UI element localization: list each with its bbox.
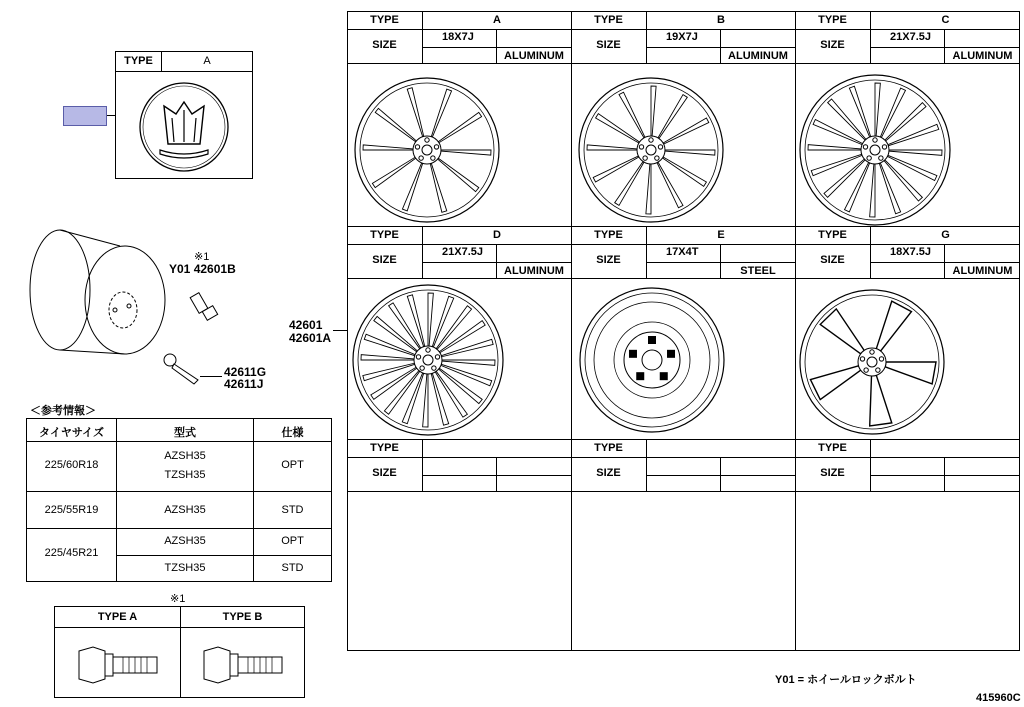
valve-part-1[interactable]: 42611G: [224, 365, 267, 379]
table-row-size: 225/60R18: [44, 459, 99, 471]
emblem-type-header: TYPE: [124, 55, 153, 67]
bolt-type-a-label: TYPE A: [97, 611, 138, 623]
size-value: 21X7.5J: [442, 246, 483, 258]
size-label: SIZE: [372, 467, 397, 479]
size-label: SIZE: [596, 467, 621, 479]
material-value: STEEL: [740, 265, 776, 277]
note-mark-1: ※1: [194, 251, 210, 263]
wheel-part-1[interactable]: 42601: [289, 318, 323, 332]
material-value: ALUMINUM: [504, 50, 564, 62]
size-value: 17X4T: [666, 246, 699, 258]
reference-table: [26, 418, 332, 582]
lock-bolt-callout: [169, 262, 236, 276]
table-row-spec: STD: [281, 562, 304, 574]
wheel-cell: [347, 439, 571, 651]
reference-title: ＜参考情報＞: [30, 405, 96, 417]
size-label: SIZE: [820, 467, 845, 479]
table-row-spec: OPT: [281, 535, 304, 547]
table-row-model: AZSH35: [164, 535, 206, 547]
size-label: SIZE: [372, 254, 397, 266]
type-label: TYPE: [594, 442, 623, 454]
type-value: G: [941, 229, 950, 241]
wheel-multi-spoke-icon: [351, 283, 505, 437]
wheel-cell: [571, 439, 795, 651]
diagram-code: 415960C: [976, 692, 1021, 704]
reference-header-spec: 仕様: [281, 427, 304, 439]
material-value: ALUMINUM: [504, 265, 564, 277]
type-label: TYPE: [818, 442, 847, 454]
table-row-spec: OPT: [281, 459, 304, 471]
size-value: 21X7.5J: [890, 31, 931, 43]
material-value: ALUMINUM: [952, 50, 1013, 62]
type-label: TYPE: [370, 442, 399, 454]
size-label: SIZE: [372, 39, 397, 51]
wheel-5-spoke-icon: [798, 288, 946, 436]
material-value: ALUMINUM: [728, 50, 788, 62]
table-row-model: AZSH35: [164, 504, 206, 516]
size-label: SIZE: [596, 39, 621, 51]
steel-wheel-icon: [578, 286, 726, 434]
size-value: 19X7J: [666, 31, 698, 43]
material-value: ALUMINUM: [952, 265, 1013, 277]
wheel-twin-spoke-icon: [577, 76, 725, 224]
type-value: E: [717, 229, 725, 241]
highlight-callout-box[interactable]: [63, 106, 107, 126]
type-value: D: [493, 229, 501, 241]
bolt-note-mark: ※1: [170, 593, 186, 605]
table-row-model: TZSH35: [164, 469, 206, 481]
type-value: C: [941, 14, 950, 26]
bolt-type-a-icon: [75, 645, 165, 685]
valve-stem-icon: [160, 350, 210, 390]
wheel-cell: [795, 439, 1020, 651]
reference-header-model: 型式: [174, 427, 196, 439]
table-row-size: 225/45R21: [44, 547, 99, 559]
center-cap-emblem-icon: [116, 72, 254, 180]
legend-text: Y01 = ホイールロックボルト: [775, 674, 917, 686]
wheel-multi-spoke-icon: [798, 73, 952, 227]
size-value: 18X7.5J: [890, 246, 931, 258]
tire-illustration: [15, 228, 175, 358]
wheel-part-2[interactable]: 42601A: [289, 331, 332, 345]
bolt-type-b-label: TYPE B: [222, 611, 263, 623]
type-label: TYPE: [370, 229, 399, 241]
type-label: TYPE: [370, 14, 399, 26]
lock-bolt-icon: [188, 288, 228, 328]
emblem-type-value: A: [203, 55, 211, 67]
size-label: SIZE: [596, 254, 621, 266]
reference-header-tire-size: タイヤサイズ: [39, 427, 104, 439]
size-label: SIZE: [820, 39, 845, 51]
table-row-model: TZSH35: [164, 562, 206, 574]
size-label: SIZE: [820, 254, 845, 266]
type-label: TYPE: [594, 14, 623, 26]
type-label: TYPE: [818, 14, 847, 26]
table-row-spec: STD: [281, 504, 304, 516]
table-row-size: 225/55R19: [44, 504, 99, 516]
lock-bolt-code: Y01: [169, 262, 191, 276]
lock-bolt-part[interactable]: 42601B: [193, 262, 236, 276]
valve-part-2[interactable]: 42611J: [224, 377, 264, 391]
size-value: 18X7J: [442, 31, 474, 43]
table-row-model: AZSH35: [164, 450, 206, 462]
wheel-10-spoke-icon: [353, 76, 501, 224]
type-value: B: [717, 14, 725, 26]
bolt-type-b-icon: [200, 645, 290, 685]
type-value: A: [493, 14, 501, 26]
emblem-table: [115, 51, 253, 179]
type-label: TYPE: [594, 229, 623, 241]
bolt-type-table: [54, 606, 305, 698]
type-label: TYPE: [818, 229, 847, 241]
